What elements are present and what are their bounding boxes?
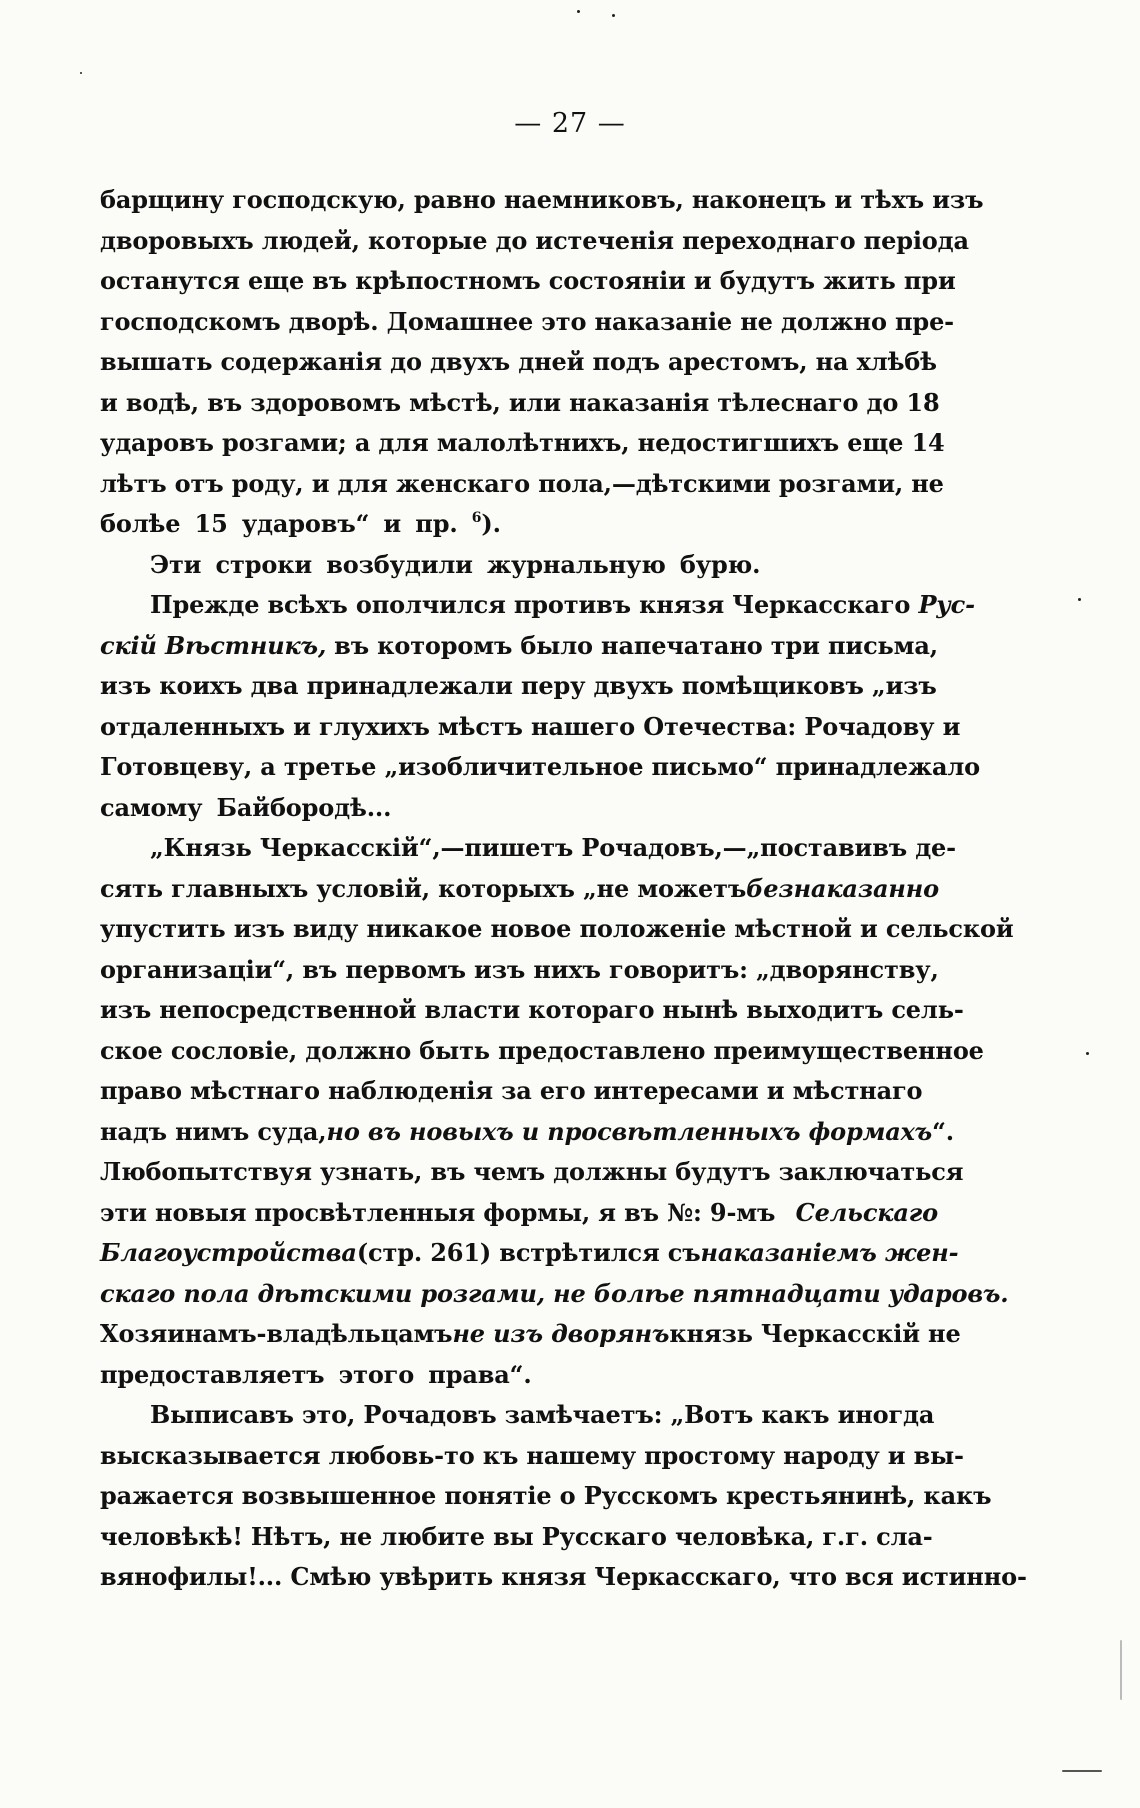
text-line-content: господскомъ дворѣ. Домашнее это наказаніе не должно пре- [100, 306, 954, 336]
text-line-content: организаціи“, въ первомъ изъ нихъ говоритъ: „дворянству, [100, 954, 939, 984]
text-line [100, 1112, 954, 1153]
text-line [100, 545, 938, 586]
text-line-content: ское сословіе, должно быть предоставлено преимущественное [100, 1035, 984, 1065]
text-line [100, 221, 969, 262]
text-fragment [327, 1112, 954, 1153]
emphasis-text: не изъ дворянъ [452, 1319, 670, 1348]
text-line [100, 666, 938, 707]
emphasis-text: скаго пола дѣтскими розгами, не болѣе пятнадцати ударовъ. [100, 1278, 1009, 1308]
text-line [100, 464, 944, 505]
text-fragment: эти новыя просвѣтленныя формы, я въ №: 9-мъ [100, 1197, 776, 1227]
text-line [100, 1355, 938, 1396]
text-line [100, 707, 961, 748]
text-fragment: (стр. 261) встрѣтился съ [356, 1238, 701, 1267]
text-fragment: надъ нимъ суда, [100, 1116, 327, 1146]
text-fragment: князь Черкасскій не [669, 1319, 961, 1348]
text-line-content: упустить изъ виду никакое новое положеніе мѣстной и сельской [100, 914, 1014, 943]
scan-speck [1086, 1052, 1089, 1055]
journal-title: скій Вѣстникъ, [100, 630, 327, 660]
scan-speck [577, 10, 580, 13]
text-line [100, 747, 980, 788]
text-fragment: Хозяинамъ-владѣльцамъ [100, 1319, 453, 1348]
text-line [100, 423, 945, 464]
text-line [100, 788, 938, 829]
text-line-content: ударовъ розгами; а для малолѣтнихъ, недостигшихъ еще 14 [100, 428, 945, 457]
text-line [100, 1314, 961, 1355]
text-line-content: Выписавъ это, Рочадовъ замѣчаетъ: „Вотъ какъ иногда [150, 1400, 935, 1429]
page-number: — 27 — [514, 108, 626, 139]
text-line [100, 1233, 959, 1274]
text-line-content: человѣкѣ! Нѣтъ, не любите вы Русскаго человѣка, г.г. сла- [100, 1521, 933, 1551]
scan-speck [1078, 598, 1081, 601]
text-line [100, 909, 1014, 950]
closing-quote: “. [932, 1116, 954, 1146]
text-line [100, 950, 938, 991]
journal-title: Сельскаго [795, 1197, 938, 1227]
text-line-content: „Князь Черкасскій“,—пишетъ Рочадовъ,—„поставивъ де- [150, 833, 956, 862]
text-fragment: сять главныхъ условій, которыхъ „не можетъ [100, 873, 747, 903]
text-line-content: Готовцеву, а третье „изобличительное письмо“ принадлежало [100, 752, 980, 781]
text-line-content: и водѣ, въ здоровомъ мѣстѣ, или наказанія тѣлеснаго до 18 [100, 387, 940, 417]
text-line [100, 990, 964, 1031]
text-line-content: барщину господскую, равно наемниковъ, наконецъ и тѣхъ изъ [100, 185, 984, 214]
text-line-content: изъ непосредственной власти котораго нынѣ выходитъ сель- [100, 995, 964, 1024]
text-fragment: ). [481, 509, 501, 538]
text-line-content: право мѣстнаго наблюденія за его интересами и мѣстнаго [100, 1076, 923, 1105]
text-fragment: Прежде всѣхъ ополчился противъ князя Черкасскаго [150, 590, 911, 619]
text-line [100, 585, 975, 626]
text-line [100, 1071, 938, 1112]
text-line-content [100, 504, 501, 545]
journal-title: Благоустройства [100, 1238, 357, 1267]
text-line [100, 626, 938, 667]
text-line [100, 1274, 1009, 1315]
emphasis-text: но въ новыхъ и просвѣтленныхъ формахъ [326, 1116, 933, 1146]
text-fragment: въ которомъ было напечатано три письма, [334, 630, 938, 660]
text-line [100, 261, 956, 302]
text-line-content: вышать содержанія до двухъ дней подъ арестомъ, на хлѣбѣ [100, 347, 937, 376]
scan-speck [1120, 1640, 1122, 1700]
text-line-content: дворовыхъ людей, которые до истеченія переходнаго періода [100, 225, 969, 255]
text-line [100, 1557, 1027, 1598]
text-line-content: высказывается любовь-то къ нашему простому народу и вы- [100, 1440, 964, 1470]
text-line [100, 1476, 992, 1517]
text-line [100, 1193, 938, 1234]
text-line [100, 1517, 938, 1558]
emphasis-text: наказаніемъ жен- [700, 1238, 959, 1267]
scan-speck [1062, 1770, 1102, 1772]
text-line-content: лѣтъ отъ роду, и для женскаго пола,—дѣтскими розгами, не [100, 468, 944, 498]
text-line [100, 869, 938, 910]
journal-title: Рус- [918, 590, 975, 619]
text-line [100, 1395, 938, 1436]
text-line [100, 342, 938, 383]
text-line-content: Эти строки возбудили журнальную бурю. [150, 549, 761, 579]
text-line-content: ражается возвышенное понятіе о Русскомъ крестьянинѣ, какъ [100, 1481, 992, 1510]
footnote-marker: 6 [471, 510, 482, 526]
text-line-content: отдаленныхъ и глухихъ мѣстъ нашего Отечества: Рочадову и [100, 711, 961, 741]
text-line [100, 180, 984, 221]
text-line [100, 383, 938, 424]
text-line-content: предоставляетъ этого права“. [100, 1359, 532, 1389]
text-line [100, 828, 956, 869]
body-text [100, 180, 1027, 1598]
text-line [100, 504, 938, 545]
text-line-content [150, 585, 975, 626]
text-line-content: самому Байбородѣ... [100, 792, 392, 822]
text-line [100, 1436, 964, 1477]
text-line [100, 302, 954, 343]
text-fragment: болѣе 15 ударовъ“ и пр. [100, 509, 458, 538]
text-line-content: Любопытствуя узнать, въ чемъ должны будутъ заключаться [100, 1157, 964, 1186]
scan-speck [612, 14, 615, 17]
text-line [100, 1031, 984, 1072]
text-line [100, 1152, 964, 1193]
text-line-content: останутся еще въ крѣпостномъ состояніи и будутъ жить при [100, 266, 956, 295]
emphasis-text: безнаказанно [746, 873, 939, 903]
text-line-content: вянофилы!... Смѣю увѣрить князя Черкасскаго, что вся истинно- [100, 1562, 1027, 1591]
text-line-content: изъ коихъ два принадлежали перу двухъ помѣщиковъ „изъ [100, 671, 937, 700]
scan-speck [80, 72, 82, 74]
